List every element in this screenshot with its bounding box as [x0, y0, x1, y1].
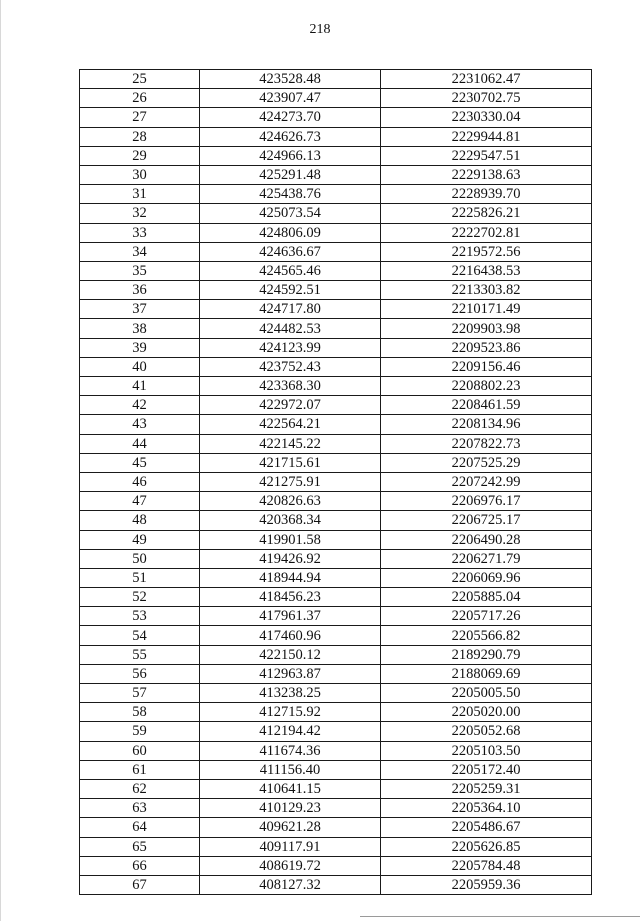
x-coordinate-cell: 425438.76 — [200, 185, 381, 204]
x-coordinate-cell: 423528.48 — [200, 70, 381, 89]
point-number-cell: 55 — [80, 645, 200, 664]
point-number-cell: 48 — [80, 511, 200, 530]
table-row — [80, 434, 592, 453]
table-row — [80, 338, 592, 357]
x-coordinate-cell: 410641.15 — [200, 779, 381, 798]
x-coordinate-cell: 424966.13 — [200, 146, 381, 165]
x-coordinate-cell: 419901.58 — [200, 530, 381, 549]
table-row — [80, 645, 592, 664]
y-coordinate-cell: 2229138.63 — [381, 165, 592, 184]
table-row — [80, 146, 592, 165]
x-coordinate-cell: 424626.73 — [200, 127, 381, 146]
table-row — [80, 185, 592, 204]
x-coordinate-cell: 409621.28 — [200, 818, 381, 837]
point-number-cell: 45 — [80, 453, 200, 472]
table-row — [80, 396, 592, 415]
point-number-cell: 51 — [80, 568, 200, 587]
point-number-cell: 42 — [80, 396, 200, 415]
coordinates-table-body — [80, 70, 592, 895]
table-row — [80, 703, 592, 722]
y-coordinate-cell: 2205959.36 — [381, 875, 592, 894]
y-coordinate-cell: 2222702.81 — [381, 223, 592, 242]
point-number-cell: 61 — [80, 760, 200, 779]
y-coordinate-cell: 2209156.46 — [381, 357, 592, 376]
table-row — [80, 492, 592, 511]
point-number-cell: 31 — [80, 185, 200, 204]
table-row — [80, 722, 592, 741]
point-number-cell: 41 — [80, 377, 200, 396]
table-row — [80, 568, 592, 587]
point-number-cell: 67 — [80, 875, 200, 894]
table-row — [80, 875, 592, 894]
x-coordinate-cell: 417460.96 — [200, 626, 381, 645]
table-row — [80, 607, 592, 626]
table-row — [80, 223, 592, 242]
y-coordinate-cell: 2231062.47 — [381, 70, 592, 89]
point-number-cell: 44 — [80, 434, 200, 453]
x-coordinate-cell: 409117.91 — [200, 837, 381, 856]
point-number-cell: 58 — [80, 703, 200, 722]
point-number-cell: 26 — [80, 89, 200, 108]
x-coordinate-cell: 424636.67 — [200, 242, 381, 261]
table-row — [80, 588, 592, 607]
y-coordinate-cell: 2207822.73 — [381, 434, 592, 453]
table-row — [80, 779, 592, 798]
point-number-cell: 32 — [80, 204, 200, 223]
x-coordinate-cell: 408127.32 — [200, 875, 381, 894]
x-coordinate-cell: 422150.12 — [200, 645, 381, 664]
y-coordinate-cell: 2207242.99 — [381, 472, 592, 491]
point-number-cell: 62 — [80, 779, 200, 798]
x-coordinate-cell: 423368.30 — [200, 377, 381, 396]
point-number-cell: 65 — [80, 837, 200, 856]
table-row — [80, 818, 592, 837]
point-number-cell: 64 — [80, 818, 200, 837]
table-row — [80, 472, 592, 491]
x-coordinate-cell: 410129.23 — [200, 799, 381, 818]
y-coordinate-cell: 2205486.67 — [381, 818, 592, 837]
y-coordinate-cell: 2205259.31 — [381, 779, 592, 798]
y-coordinate-cell: 2216438.53 — [381, 261, 592, 280]
point-number-cell: 49 — [80, 530, 200, 549]
bottom-rule — [360, 916, 640, 917]
table-row — [80, 281, 592, 300]
table-row — [80, 204, 592, 223]
table-row — [80, 664, 592, 683]
x-coordinate-cell: 408619.72 — [200, 856, 381, 875]
y-coordinate-cell: 2206490.28 — [381, 530, 592, 549]
point-number-cell: 54 — [80, 626, 200, 645]
point-number-cell: 59 — [80, 722, 200, 741]
y-coordinate-cell: 2230330.04 — [381, 108, 592, 127]
table-row — [80, 127, 592, 146]
point-number-cell: 28 — [80, 127, 200, 146]
y-coordinate-cell: 2219572.56 — [381, 242, 592, 261]
table-row — [80, 319, 592, 338]
y-coordinate-cell: 2229944.81 — [381, 127, 592, 146]
y-coordinate-cell: 2210171.49 — [381, 300, 592, 319]
y-coordinate-cell: 2206271.79 — [381, 549, 592, 568]
y-coordinate-cell: 2208134.96 — [381, 415, 592, 434]
x-coordinate-cell: 412963.87 — [200, 664, 381, 683]
y-coordinate-cell: 2205784.48 — [381, 856, 592, 875]
table-row — [80, 357, 592, 376]
y-coordinate-cell: 2205626.85 — [381, 837, 592, 856]
page-edge-line — [0, 0, 1, 921]
point-number-cell: 27 — [80, 108, 200, 127]
table-row — [80, 837, 592, 856]
x-coordinate-cell: 411156.40 — [200, 760, 381, 779]
x-coordinate-cell: 421715.61 — [200, 453, 381, 472]
x-coordinate-cell: 420368.34 — [200, 511, 381, 530]
y-coordinate-cell: 2208802.23 — [381, 377, 592, 396]
table-row — [80, 70, 592, 89]
page-number: 218 — [309, 22, 331, 37]
y-coordinate-cell: 2205103.50 — [381, 741, 592, 760]
point-number-cell: 34 — [80, 242, 200, 261]
point-number-cell: 39 — [80, 338, 200, 357]
point-number-cell: 46 — [80, 472, 200, 491]
point-number-cell: 56 — [80, 664, 200, 683]
table-row — [80, 415, 592, 434]
y-coordinate-cell: 2206725.17 — [381, 511, 592, 530]
y-coordinate-cell: 2207525.29 — [381, 453, 592, 472]
table-row — [80, 799, 592, 818]
table-row — [80, 165, 592, 184]
point-number-cell: 35 — [80, 261, 200, 280]
table-row — [80, 856, 592, 875]
table-row — [80, 530, 592, 549]
y-coordinate-cell: 2189290.79 — [381, 645, 592, 664]
y-coordinate-cell: 2230702.75 — [381, 89, 592, 108]
point-number-cell: 30 — [80, 165, 200, 184]
y-coordinate-cell: 2205885.04 — [381, 588, 592, 607]
y-coordinate-cell: 2209903.98 — [381, 319, 592, 338]
y-coordinate-cell: 2188069.69 — [381, 664, 592, 683]
table-row — [80, 300, 592, 319]
x-coordinate-cell: 412715.92 — [200, 703, 381, 722]
x-coordinate-cell: 425291.48 — [200, 165, 381, 184]
point-number-cell: 43 — [80, 415, 200, 434]
x-coordinate-cell: 419426.92 — [200, 549, 381, 568]
table-row — [80, 760, 592, 779]
x-coordinate-cell: 422564.21 — [200, 415, 381, 434]
y-coordinate-cell: 2229547.51 — [381, 146, 592, 165]
table-row — [80, 453, 592, 472]
x-coordinate-cell: 423752.43 — [200, 357, 381, 376]
point-number-cell: 37 — [80, 300, 200, 319]
table-row — [80, 261, 592, 280]
table-row — [80, 89, 592, 108]
table-row — [80, 549, 592, 568]
x-coordinate-cell: 413238.25 — [200, 684, 381, 703]
y-coordinate-cell: 2205717.26 — [381, 607, 592, 626]
point-number-cell: 40 — [80, 357, 200, 376]
point-number-cell: 53 — [80, 607, 200, 626]
y-coordinate-cell: 2213303.82 — [381, 281, 592, 300]
y-coordinate-cell: 2205172.40 — [381, 760, 592, 779]
x-coordinate-cell: 424482.53 — [200, 319, 381, 338]
x-coordinate-cell: 424717.80 — [200, 300, 381, 319]
x-coordinate-cell: 422145.22 — [200, 434, 381, 453]
point-number-cell: 57 — [80, 684, 200, 703]
point-number-cell: 47 — [80, 492, 200, 511]
x-coordinate-cell: 425073.54 — [200, 204, 381, 223]
y-coordinate-cell: 2225826.21 — [381, 204, 592, 223]
x-coordinate-cell: 424273.70 — [200, 108, 381, 127]
x-coordinate-cell: 424592.51 — [200, 281, 381, 300]
point-number-cell: 29 — [80, 146, 200, 165]
y-coordinate-cell: 2205020.00 — [381, 703, 592, 722]
point-number-cell: 38 — [80, 319, 200, 338]
x-coordinate-cell: 418944.94 — [200, 568, 381, 587]
point-number-cell: 63 — [80, 799, 200, 818]
point-number-cell: 25 — [80, 70, 200, 89]
point-number-cell: 33 — [80, 223, 200, 242]
table-row — [80, 377, 592, 396]
x-coordinate-cell: 424806.09 — [200, 223, 381, 242]
coordinates-table — [79, 69, 592, 895]
table-row — [80, 626, 592, 645]
x-coordinate-cell: 423907.47 — [200, 89, 381, 108]
x-coordinate-cell: 422972.07 — [200, 396, 381, 415]
y-coordinate-cell: 2206069.96 — [381, 568, 592, 587]
point-number-cell: 60 — [80, 741, 200, 760]
x-coordinate-cell: 417961.37 — [200, 607, 381, 626]
y-coordinate-cell: 2228939.70 — [381, 185, 592, 204]
table-row — [80, 108, 592, 127]
x-coordinate-cell: 412194.42 — [200, 722, 381, 741]
y-coordinate-cell: 2209523.86 — [381, 338, 592, 357]
point-number-cell: 50 — [80, 549, 200, 568]
y-coordinate-cell: 2205566.82 — [381, 626, 592, 645]
y-coordinate-cell: 2208461.59 — [381, 396, 592, 415]
x-coordinate-cell: 411674.36 — [200, 741, 381, 760]
y-coordinate-cell: 2205005.50 — [381, 684, 592, 703]
table-row — [80, 741, 592, 760]
point-number-cell: 66 — [80, 856, 200, 875]
y-coordinate-cell: 2205052.68 — [381, 722, 592, 741]
x-coordinate-cell: 421275.91 — [200, 472, 381, 491]
x-coordinate-cell: 424123.99 — [200, 338, 381, 357]
x-coordinate-cell: 420826.63 — [200, 492, 381, 511]
table-row — [80, 511, 592, 530]
table-row — [80, 242, 592, 261]
table-row — [80, 684, 592, 703]
x-coordinate-cell: 424565.46 — [200, 261, 381, 280]
point-number-cell: 36 — [80, 281, 200, 300]
y-coordinate-cell: 2205364.10 — [381, 799, 592, 818]
x-coordinate-cell: 418456.23 — [200, 588, 381, 607]
point-number-cell: 52 — [80, 588, 200, 607]
y-coordinate-cell: 2206976.17 — [381, 492, 592, 511]
